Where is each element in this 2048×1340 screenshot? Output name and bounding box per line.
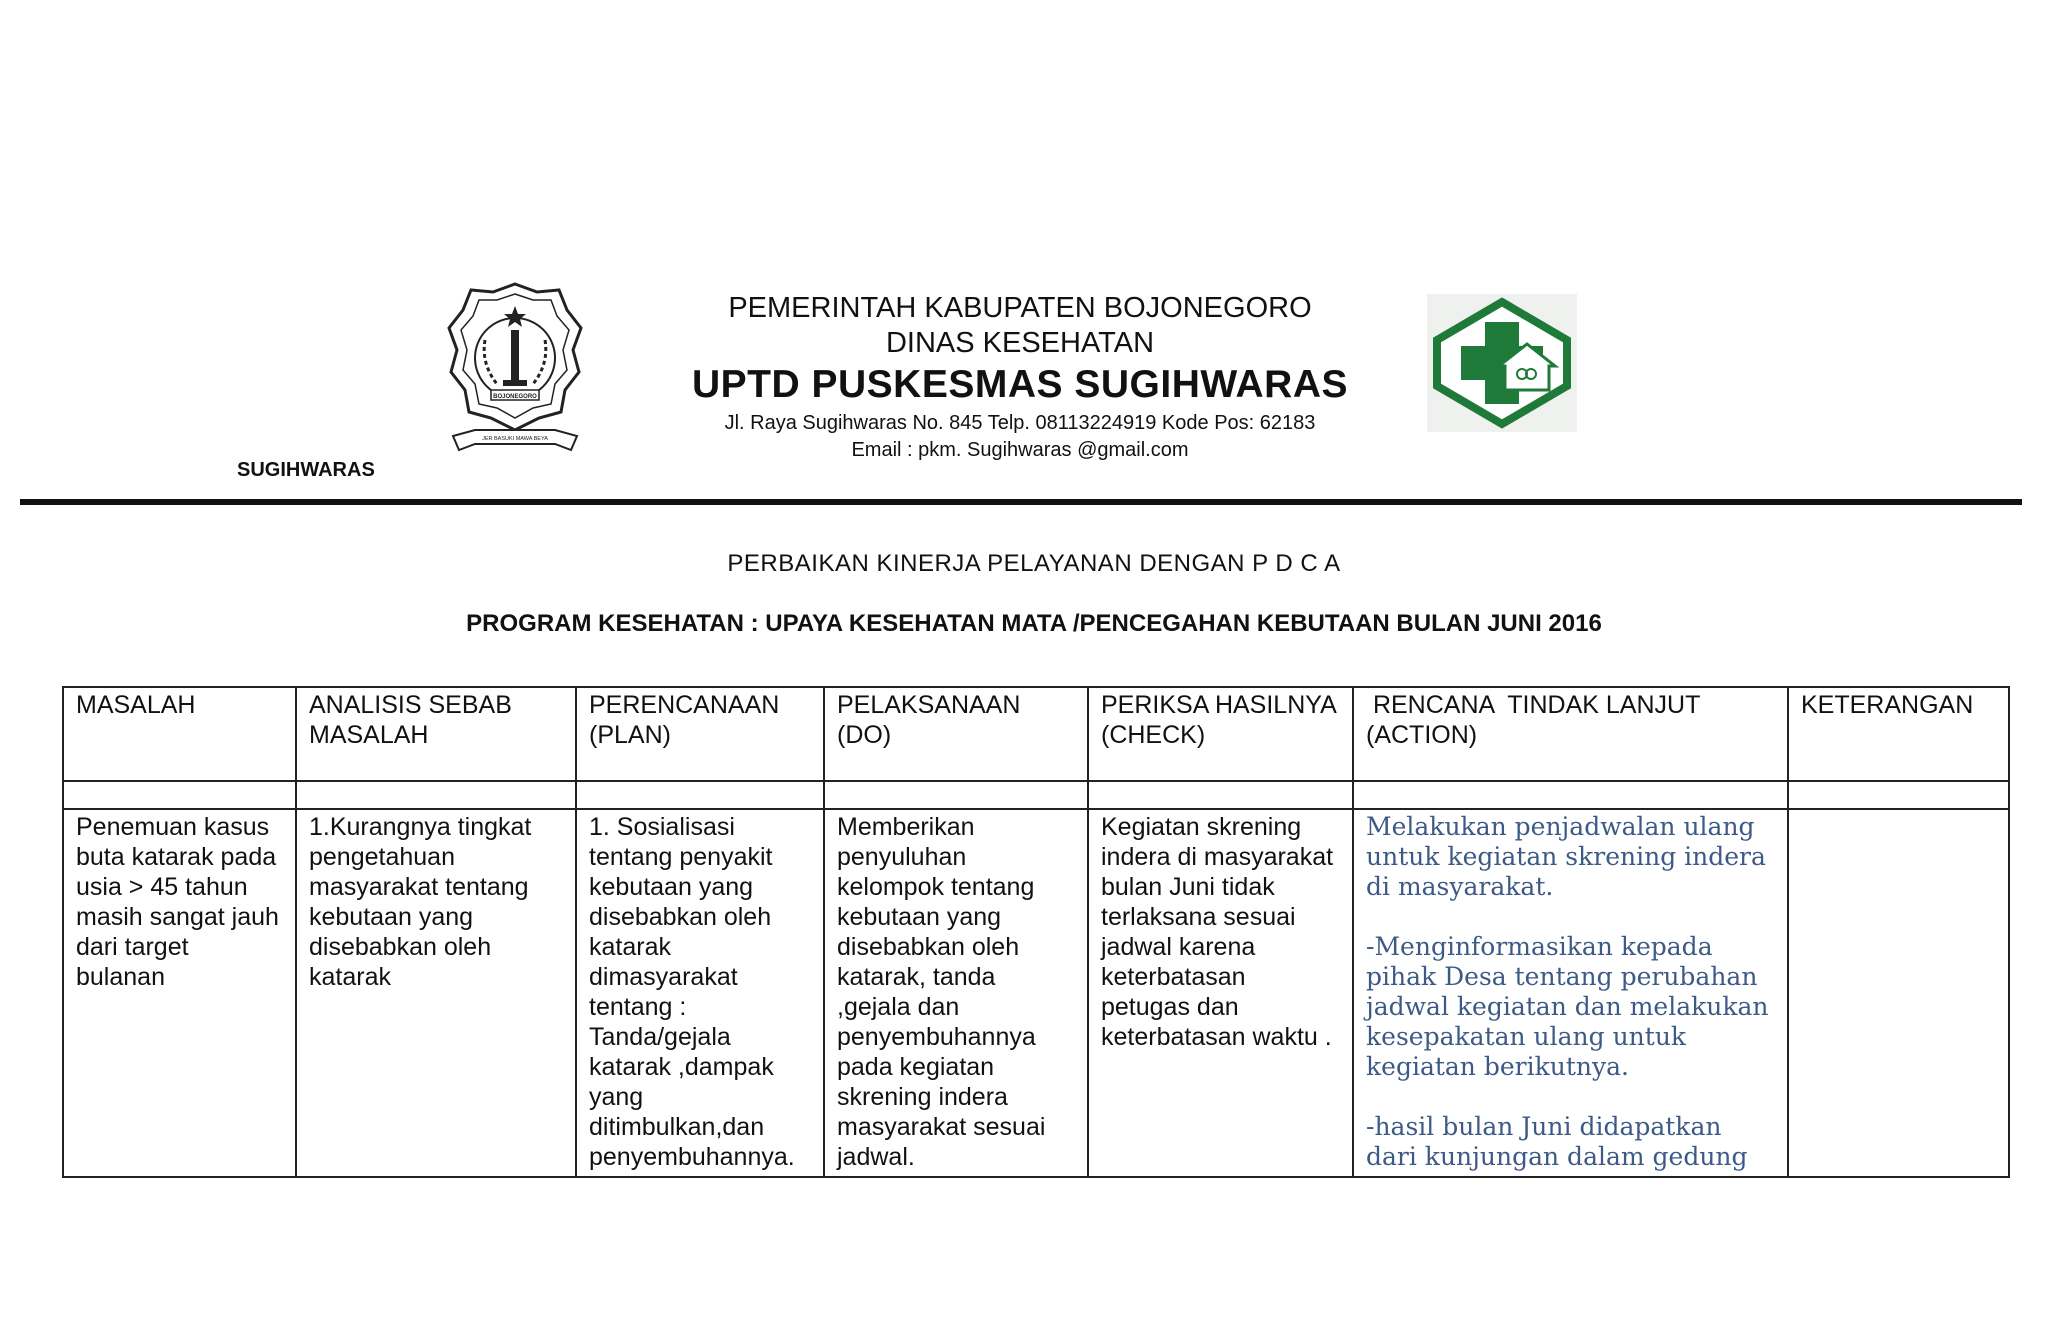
- puskesmas-logo-icon: [1427, 294, 1577, 432]
- cell-action: [1353, 809, 1788, 1177]
- action-item-3: -hasil bulan Juni didapatkan dari kunjungan dalam gedung: [1366, 1112, 1748, 1171]
- table-spacer-row: [63, 781, 2009, 809]
- address: Jl. Raya Sugihwaras No. 845 Telp. 08113224919 Kode Pos: 62183: [724, 412, 1316, 434]
- header-check: PERIKSA HASILNYA (CHECK): [1088, 687, 1353, 781]
- header-action: RENCANA TINDAK LANJUT (ACTION): [1353, 687, 1788, 781]
- header-do: PELAKSANAAN (DO): [824, 687, 1088, 781]
- cell-plan: 1. Sosialisasi tentang penyakit kebutaan yang disebabkan oleh katarak dimasyarakat tentang : Tanda/gejala katarak ,dampak yang ditimbulkan,dan penyembuhannya.: [576, 809, 824, 1177]
- cell-do: Memberikan penyuluhan kelompok tentang kebutaan yang disebabkan oleh katarak, tanda ,gejala dan penyembuhannya pada kegiatan skrening indera masyarakat sesuai jadwal.: [824, 809, 1088, 1177]
- institution-name: UPTD PUSKESMAS SUGIHWARAS: [691, 363, 1349, 406]
- header-masalah: MASALAH: [63, 687, 296, 781]
- cell-check: Kegiatan skrening indera di masyarakat bulan Juni tidak terlaksana sesuai jadwal karena keterbatasan petugas dan keterbatasan waktu .: [1088, 809, 1353, 1177]
- bojonegoro-emblem-icon: [445, 280, 585, 460]
- document-title: PERBAIKAN KINERJA PELAYANAN DENGAN P D C A: [727, 550, 1341, 577]
- cell-analisis: 1.Kurangnya tingkat pengetahuan masyarakat tentang kebutaan yang disebabkan oleh katarak: [296, 809, 576, 1177]
- side-label: SUGIHWARAS: [237, 459, 375, 481]
- action-item-1: Melakukan penjadwalan ulang untuk kegiatan skrening indera di masyarakat.: [1366, 812, 1766, 901]
- letterhead: [0, 270, 2048, 510]
- action-item-2: -Menginformasikan kepada pihak Desa tentang perubahan jadwal kegiatan dan melakukan kesepakatan ulang untuk kegiatan berikutnya.: [1366, 932, 1769, 1081]
- department-name: DINAS KESEHATAN: [885, 327, 1155, 359]
- emblem-motto: JER BASUKI MAWA BEYA: [482, 436, 548, 442]
- header-plan: PERENCANAAN (PLAN): [576, 687, 824, 781]
- emblem-name: BOJONEGORO: [493, 394, 537, 400]
- document-subtitle: PROGRAM KESEHATAN : UPAYA KESEHATAN MATA /PENCEGAHAN KEBUTAAN BULAN JUNI 2016: [466, 610, 1602, 637]
- table-header-row: [63, 687, 2009, 781]
- header-analisis: ANALISIS SEBAB MASALAH: [296, 687, 576, 781]
- email: Email : pkm. Sugihwaras @gmail.com: [851, 439, 1189, 461]
- letterhead-divider: [20, 499, 2022, 505]
- header-keterangan: KETERANGAN: [1788, 687, 2009, 781]
- table-row: [63, 809, 2009, 1177]
- pdca-table: [62, 686, 2010, 1178]
- letterhead-text: [630, 290, 1410, 464]
- government-name: PEMERINTAH KABUPATEN BOJONEGORO: [728, 292, 1312, 324]
- cell-keterangan: [1788, 809, 2009, 1177]
- cell-masalah: Penemuan kasus buta katarak pada usia > 45 tahun masih sangat jauh dari target bulanan: [63, 809, 296, 1177]
